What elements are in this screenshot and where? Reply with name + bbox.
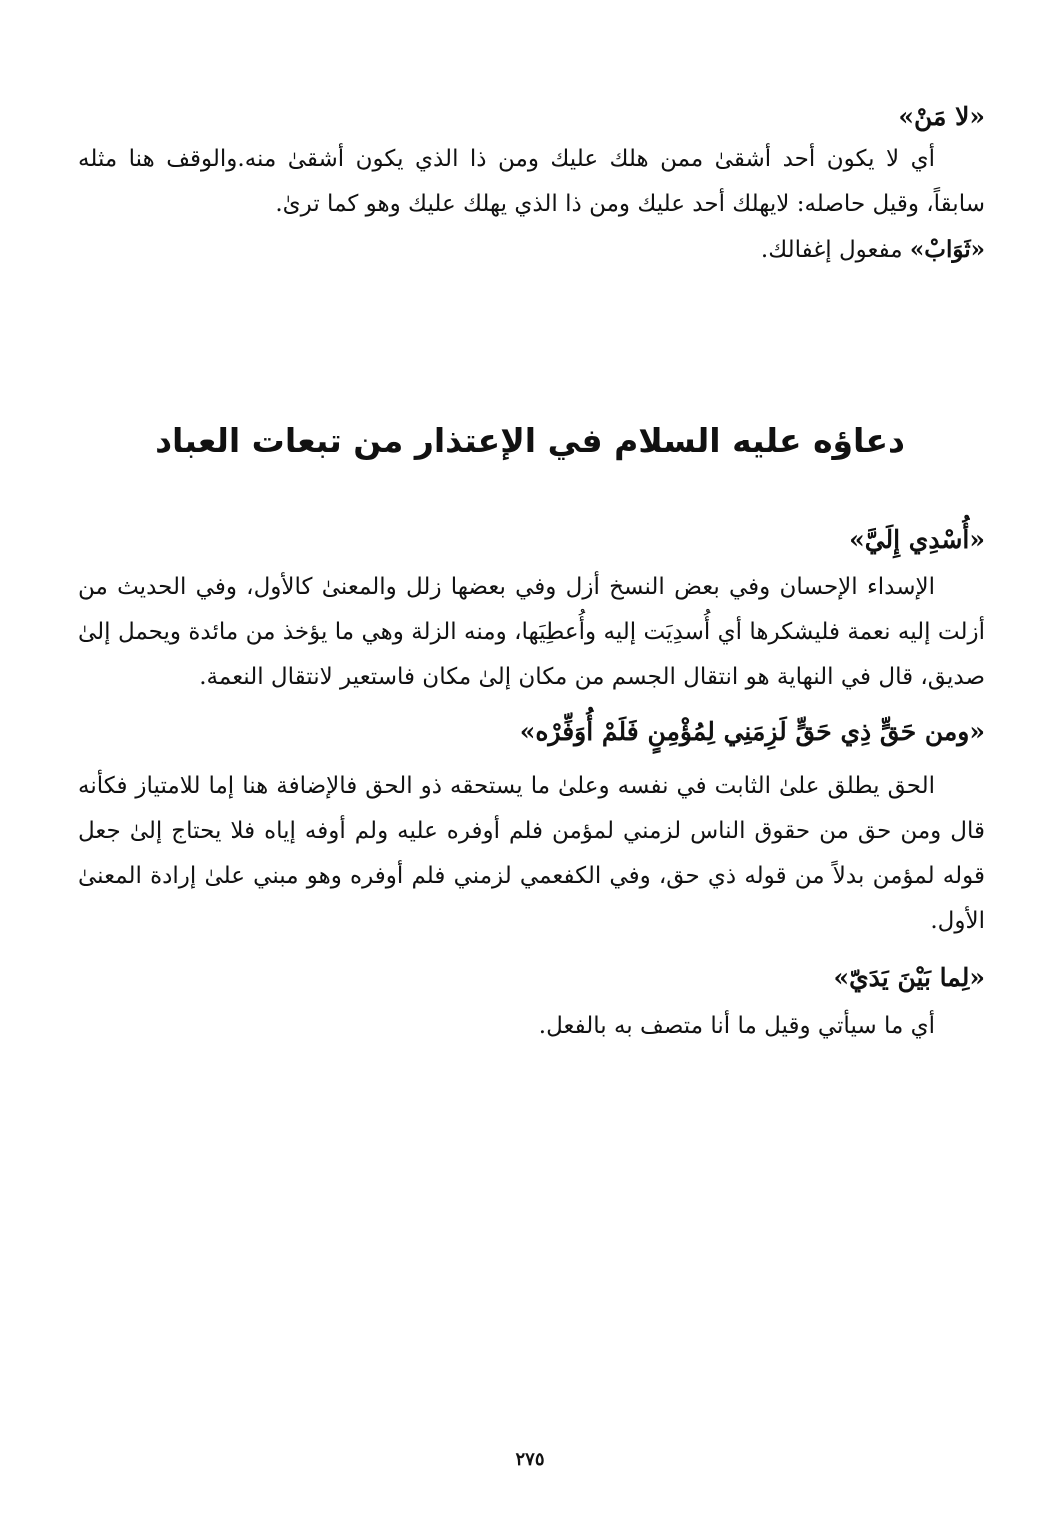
section-before-heading — [78, 97, 985, 273]
lemma-thawab-gloss: مفعول إغفالك. — [760, 237, 910, 263]
lemma-haqq: «ومن حَقٍّ ذِي حَقٍّ لَزِمَنِي لِمُؤْمِنٍ فَلَمْ أُوَفِّرْه» — [519, 717, 985, 746]
paragraph-usdiya: الإسداء الإحسان وفي بعض النسخ أزل وفي بعضها زلل والمعنىٰ كالأول، وفي الحديث من أزلت إليه نعمة فليشكرها أي أُسدِيَت إليه وأُعطِيَها، ومنه الزلة وهي ما يؤخذ من مائدة ويحمل إلىٰ صديق، قال في النهاية هو انتقال الجسم من مكان إلىٰ مكان فاستعير لانتقال النعمة. — [78, 574, 985, 690]
paragraph-la-man: أي لا يكون أحد أشقىٰ ممن هلك عليك ومن ذا الذي يكون أشقىٰ منه.والوقف هنا مثله سابقاً، وقيل حاصله: لايهلك أحد عليك ومن ذا الذي يهلك عليك وهو كما ترىٰ. — [78, 146, 985, 217]
lemma-thawab: «ثَوَابْ» — [909, 236, 985, 263]
paragraph-bayna-yadayya: أي ما سيأتي وقيل ما أنا متصف به بالفعل. — [538, 1013, 935, 1039]
lemma-la-man: «لا مَنْ» — [898, 102, 985, 131]
lemma-thawab-line — [78, 227, 985, 273]
section-after-heading — [78, 520, 985, 1049]
section-heading: دعاؤه عليه السلام في الإعتذار من تبعات العباد — [155, 421, 905, 460]
lemma-usdiya: «أُسْدِي إِلَيَّ» — [849, 525, 985, 554]
paragraph-haqq: الحق يطلق علىٰ الثابت في نفسه وعلىٰ ما يستحقه ذو الحق فالإضافة هنا إما للامتياز فكأنه قال ومن حق من حقوق الناس لزمني لمؤمن فلم أوفره عليه ولم أوفه إياه فلا يحتاج إلىٰ جعل قوله لمؤمن بدلاً من قوله ذي حق، وفي الكفعمي لزمني فلم أوفره وهو مبني علىٰ إرادة المعنىٰ الأول. — [78, 773, 985, 934]
lemma-bayna-yadayya: «لِما بَيْنَ يَدَيّ» — [833, 963, 985, 992]
page-number: ٢٧٥ — [515, 1449, 545, 1470]
